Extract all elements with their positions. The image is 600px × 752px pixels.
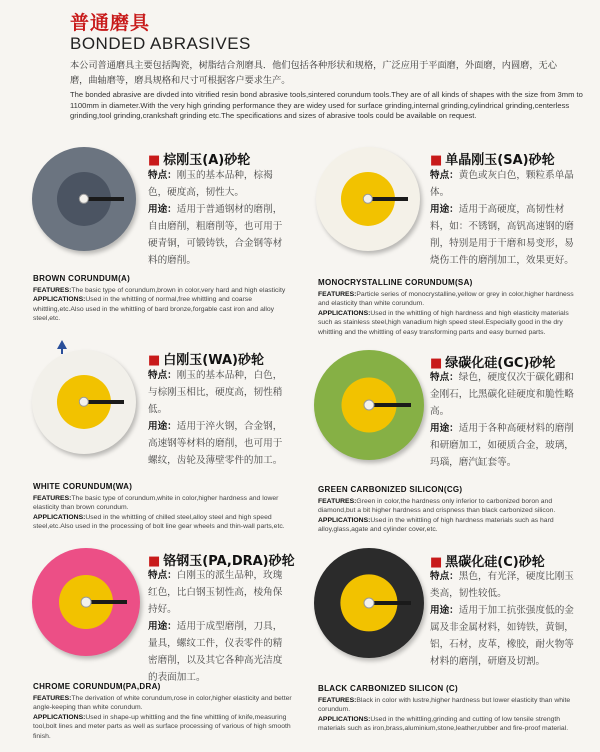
product-desc-en: BROWN CORUNDUM(A) FEATURES:The basic type of corundum,brown in color,very hard and high elasticity APPLICATIONS:Used in the whittling of normal,free whittling and coarse whittling,etc.Also used in the whittling of bard bronze,forgable cast iron and alloy steel,etc. [33, 274, 286, 323]
square-bullet-icon: ■ [430, 555, 443, 570]
title-english: BONDED ABRASIVES [70, 34, 251, 53]
wheel-bore [81, 597, 92, 608]
square-bullet-icon: ■ [148, 554, 161, 569]
wheel-bore [364, 598, 375, 609]
title-chinese: 普通磨具 [70, 12, 151, 34]
product-title: ■ 棕刚玉(A)砂轮 [148, 153, 251, 168]
wheel-label-band [84, 197, 124, 201]
intro-english: The bonded abrasive are divded into vitrified resin bond abrasive tools,sintered corundum tools.They are of all kinds of shapes with the size from 3mm to 1100mm in diameter.With the very high grinding performance they are widey used for surface grinding,internal grinding,cylindrical grinding,centerless grinding,tool grinding,crankshaft grinding etc.The specifications and sizes of abrasive tools could be available on request. [70, 90, 583, 120]
black-wheel-image [314, 548, 424, 658]
wheel-label-band [369, 601, 411, 605]
wheel-label-band [369, 403, 411, 407]
product-title: ■ 铬钢玉(PA,DRA)砂轮 [148, 554, 295, 569]
product-desc-cn: 特点：黑色，有光泽，硬度比刚玉类高，韧性较低。 用途：适用于加工抗张强度低的金属及非金属材料，如铸铁，黄铜，铝，石材，皮革，橡胶，耐火物等材料的磨削，研磨及切割。 [430, 571, 574, 667]
wheel-bore [364, 400, 375, 411]
product-title: ■ 绿碳化硅(GC)砂轮 [430, 356, 556, 371]
product-title: ■ 白刚玉(WA)砂轮 [148, 353, 264, 368]
product-desc-cn: 特点：刚玉的基本品种，棕褐色，硬度高，韧性大。 用途：适用于普通钢材的磨削，自由磨削，粗磨削等，也可用于硬青铜，可锻铸铁，合金钢等材料的磨削。 [148, 170, 283, 266]
up-arrow-icon [57, 340, 67, 349]
product-desc-cn: 特点：刚玉的基本品种，白色，与棕刚玉相比，硬度高，韧性稍低。 用途：适用于淬火钢，合金钢，高速钢等材料的磨削，也可用于螺纹，齿轮及薄壁零件的加工。 [148, 370, 283, 466]
wheel-label-band [368, 197, 408, 201]
product-desc-cn: 特点：黄色或灰白色，颗粒系单晶体。 用途：适用于高硬度，高韧性材料，如：不锈钢，高钒高速钢的磨削，特别是用于干磨和易变形，易烧伤工件的磨削加工，效果更好。 [430, 170, 574, 266]
product-desc-cn: 特点：白刚玉的派生品种，玫瑰红色，比白钢玉韧性高，棱角保持好。 用途：适用于成型磨削，刀具，量具，螺纹工件，仪表零件的精密磨削，以及其它各种高光洁度的表面加工。 [148, 570, 283, 683]
square-bullet-icon: ■ [148, 353, 161, 368]
square-bullet-icon: ■ [430, 356, 443, 371]
chrome-wheel-image [32, 548, 140, 656]
product-desc-en: CHROME CORUNDUM(PA,DRA) FEATURES:The derivation of white corundum,rose in color,higher elasticity and better angle-keeping than white corundum. APPLICATIONS:Used in shape-up whittling and the fine whittling of knife,measuring tool,bolt lines and meter parts as well as surface processing of various of high smooth finish. [33, 682, 292, 740]
monocrystalline-wheel-image [316, 147, 420, 251]
product-desc-cn: 特点：绿色，硬度仅次于碳化硼和金刚石，比黑碳化硅硬度和脆性略高。 用途：适用于各种高硬材料的磨削和研磨加工，如硬质合金，玻璃，玛瑙，磨汽缸套等。 [430, 372, 574, 468]
product-desc-en: GREEN CARBONIZED SILICON(CG) FEATURES:Green in color,the hardness only inferior to carbonized boron and diamond,but a bit higher hardness and crispness than black carbonized silicon. APPLICATIONS:Used in the whittling of high hardness materials such as hard alloy,glass,agate and cylinder cover,etc. [318, 485, 556, 534]
wheel-label-band [86, 600, 127, 604]
square-bullet-icon: ■ [148, 153, 161, 168]
green-wheel-image [314, 350, 424, 460]
intro-chinese: 本公司普通磨具主要包括陶瓷，树脂结合剂磨具．他们包括各种形状和规格，广泛应用于平面磨，外面磨，内圆磨，无心磨，曲轴磨等，磨具规格和尺寸可根据客户要求生产。 [70, 60, 557, 86]
product-desc-en: MONOCRYSTALLINE CORUNDUM(SA) FEATURES:Particle series of monocrystalline,yellow or grey in color,higher hardness and elasticity than white corundum. APPLICATIONS:Used in the whittling of high hardness and high elasticity materials such as stainless steel,high vanadium high speed steel.Especially good in the dry whittling and the whittling of easy transforming parts and easy burned parts. [318, 278, 574, 336]
product-desc-en: BLACK CARBONIZED SILICON (C) FEATURES:Black in color with lustre,higher hardness but lower elasticity than white corundum. APPLICATIONS:Used in the whittling,grinding and cutting of low tensile strength materials such as iron,brass,aluminium,stone,leather,rubber and fire-proof material. [318, 684, 571, 733]
brown-wheel-image [32, 147, 136, 251]
product-title: ■ 黑碳化硅(C)砂轮 [430, 555, 545, 570]
white-wheel-image [32, 350, 136, 454]
wheel-label-band [84, 400, 124, 404]
square-bullet-icon: ■ [430, 153, 443, 168]
product-title: ■ 单晶刚玉(SA)砂轮 [430, 153, 555, 168]
product-desc-en: WHITE CORUNDUM(WA) FEATURES:The basic type of corundum,white in color,higher hardness and lower elasticity than brown corundum. APPLICATIONS:Used in the whittling of chilled steel,alloy steel and high speed steel,etc.Also used in the processing of bolt line gear wheels and thin-wall parts,etc. [33, 482, 285, 531]
